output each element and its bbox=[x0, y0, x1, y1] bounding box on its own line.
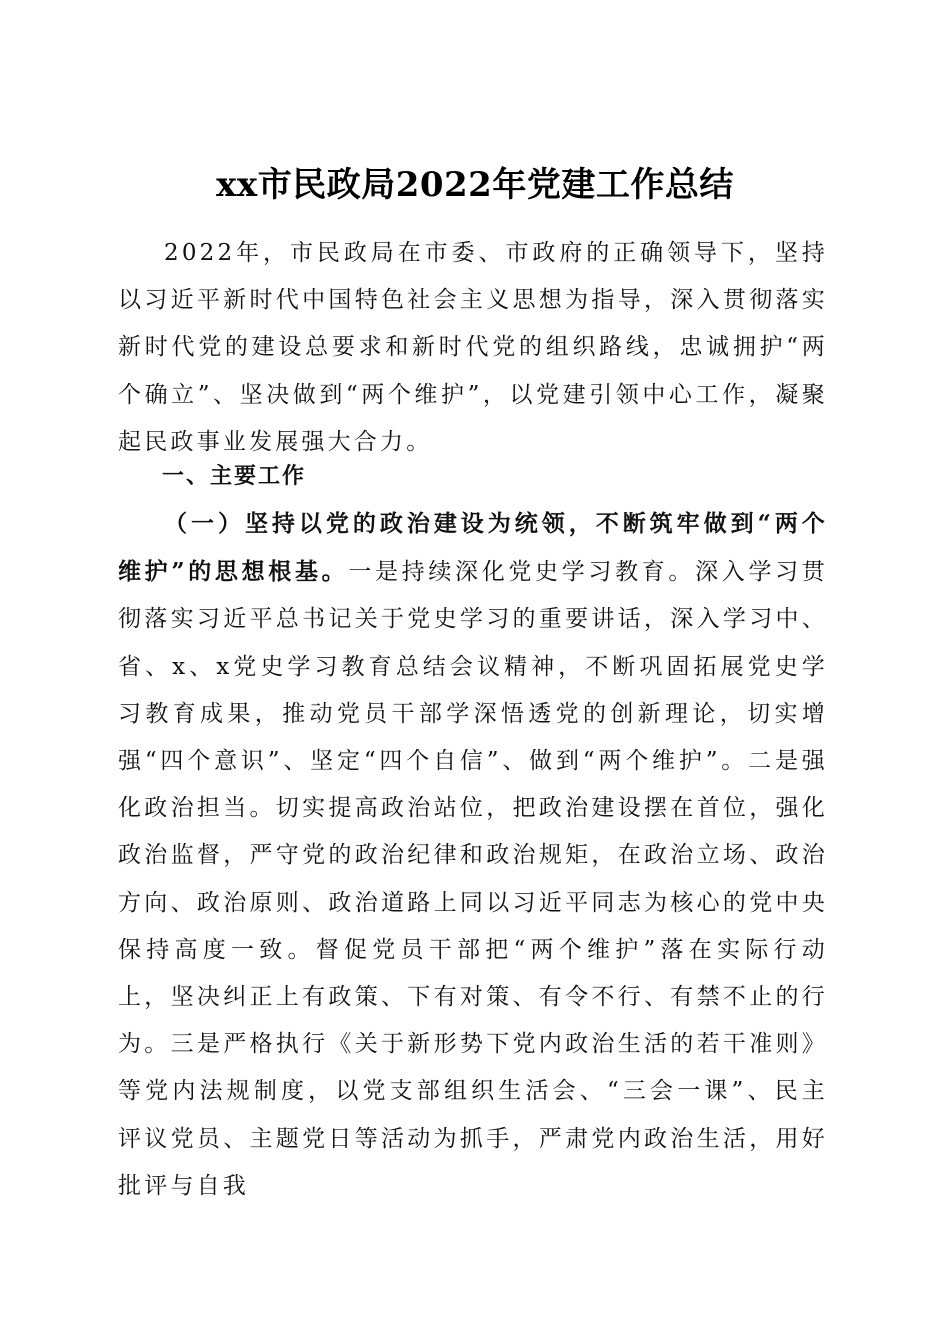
subsection-block bbox=[118, 500, 828, 1210]
subsection-lead: （一）坚持以党的政治建设为统领，不断筑牢做到“两个维护”的思想根基。 bbox=[118, 510, 828, 586]
intro-block bbox=[118, 230, 828, 466]
document-title: xx市民政局2022年党建工作总结 bbox=[216, 164, 734, 205]
intro-paragraph: 2022年，市民政局在市委、市政府的正确领导下，坚持以习近平新时代中国特色社会主义思想为指导，深入贯彻落实新时代党的建设总要求和新时代党的组织路线，忠诚拥护“两个确立”、坚决做到“两个维护”，以党建引领中心工作，凝聚起民政事业发展强大合力。 bbox=[118, 240, 828, 455]
subsection-paragraph bbox=[118, 500, 828, 1210]
subsection-text: 一是持续深化党史学习教育。深入学习贯彻落实习近平总书记关于党史学习的重要讲话，深入学习中、省、x、x党史学习教育总结会议精神，不断巩固拓展党史学习教育成果，推动党员干部学深悟透党的创新理论，切实增强“四个意识”、坚定“四个自信”、做到“两个维护”。二是强化政治担当。切实提高政治站位，把政治建设摆在首位，强化政治监督，严守党的政治纪律和政治规矩，在政治立场、政治方向、政治原则、政治道路上同以习近平同志为核心的党中央保持高度一致。督促党员干部把“两个维护”落在实际行动上，坚决纠正上有政策、下有对策、有令不行、有禁不止的行为。三是严格执行《关于新形势下党内政治生活的若干准则》等党内法规制度，以党支部组织生活会、“三会一课”、民主评议党员、主题党日等活动为抓手，严肃党内政治生活，用好批评与自我 bbox=[118, 559, 828, 1199]
section-heading: 一、主要工作 bbox=[162, 464, 307, 489]
